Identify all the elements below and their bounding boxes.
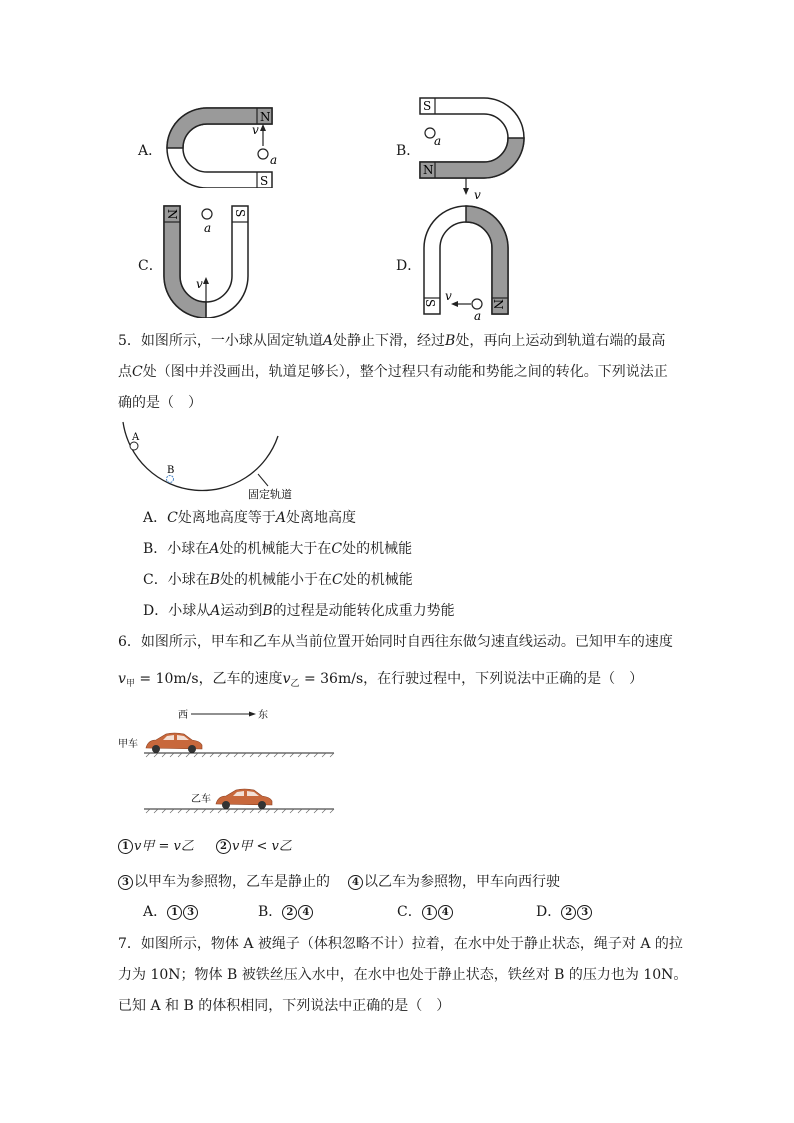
car-jia-label: 甲车 bbox=[118, 739, 138, 750]
track-figure bbox=[118, 418, 318, 506]
option-b-label: B． bbox=[396, 143, 421, 159]
magnet-figure-d bbox=[420, 204, 514, 322]
q7-line-1: 7．如图所示，物体 A 被绳子（体积忽略不计）拉着，在水中处于静止状态，绳子对 A 的拉 bbox=[118, 936, 683, 952]
south-pole-label: S bbox=[423, 99, 432, 113]
north-pole-label: N bbox=[423, 163, 434, 177]
north-pole-label: N bbox=[260, 110, 271, 124]
q5-line-2: 点C处（图中并没画出，轨道足够长），整个过程只有动能和势能之间的转化。下列说法正 bbox=[118, 364, 668, 380]
velocity-label: v bbox=[196, 277, 203, 291]
velocity-label: v bbox=[474, 188, 481, 202]
q5-line-1: 5．如图所示，一小球从固定轨道A处静止下滑，经过B处，再向上运动到轨道右端的最高 bbox=[118, 333, 666, 349]
car-yi bbox=[216, 789, 272, 809]
q6-statement-3: 3 以甲车为参照物，乙车是静止的 bbox=[118, 872, 330, 892]
west-label: 西 bbox=[178, 710, 188, 721]
north-pole-label: N bbox=[491, 299, 505, 310]
south-pole-label: S bbox=[233, 209, 247, 218]
q6-statement-2: 2 v甲 < v乙 bbox=[216, 836, 292, 857]
velocity-label: v bbox=[252, 123, 259, 137]
east-label: 东 bbox=[258, 710, 268, 721]
q5-option-d[interactable]: D．小球从A运动到B的过程是动能转化成重力势能 bbox=[143, 603, 455, 619]
ball-label: a bbox=[270, 153, 278, 167]
magnet-figure-c bbox=[162, 204, 254, 318]
point-a-label: A bbox=[132, 432, 140, 443]
q5-option-b[interactable]: B．小球在A处的机械能大于在C处的机械能 bbox=[143, 541, 413, 557]
magnet-figure-b bbox=[418, 96, 530, 206]
car-jia bbox=[146, 733, 202, 753]
q6-statement-4: 4 以乙车为参照物，甲车向西行驶 bbox=[348, 872, 560, 892]
south-pole-label: S bbox=[260, 174, 269, 188]
option-d-label: D． bbox=[396, 258, 422, 274]
magnet-figure-a bbox=[160, 104, 290, 188]
q6-statement-1: 1 v甲 = v乙 bbox=[118, 836, 194, 857]
track-label: 固定轨道 bbox=[248, 488, 292, 501]
q6-line-2: $v_甲 = 10m/s$，乙车的速度$v_乙 = 36m/s$，在行驶过程中，下列说法中正确的是（ ） bbox=[118, 671, 644, 689]
q6-choice-c[interactable]: C． 1 4 bbox=[397, 902, 454, 922]
north-pole-label: N bbox=[165, 209, 179, 220]
q7-line-2: 力为 10N；物体 B 被铁丝压入水中，在水中也处于静止状态，铁丝对 B 的压力也为 10N。 bbox=[118, 967, 688, 983]
q7-line-3: 已知 A 和 B 的体积相同，下列说法中正确的是（ ） bbox=[118, 998, 451, 1014]
q6-choice-a[interactable]: A． 1 3 bbox=[143, 902, 199, 922]
cars-figure bbox=[116, 704, 340, 816]
ball-label: a bbox=[204, 221, 212, 235]
q5-line-3: 确的是（ ） bbox=[118, 395, 202, 411]
q5-option-c[interactable]: C．小球在B处的机械能小于在C处的机械能 bbox=[143, 572, 413, 588]
ball-label: a bbox=[434, 134, 442, 148]
q6-line-1: 6．如图所示，甲车和乙车从当前位置开始同时自西往东做匀速直线运动。已知甲车的速度 bbox=[118, 634, 673, 650]
q6-choice-b[interactable]: B． 2 4 bbox=[258, 902, 314, 922]
car-yi-label: 乙车 bbox=[191, 794, 211, 805]
q6-choice-d[interactable]: D． 2 3 bbox=[536, 902, 593, 922]
option-a-label: A． bbox=[138, 143, 163, 159]
velocity-label: v bbox=[445, 289, 452, 303]
point-b-label: B bbox=[167, 465, 175, 476]
option-c-label: C． bbox=[138, 258, 163, 274]
ball-label: a bbox=[474, 309, 482, 322]
q5-option-a[interactable]: A．C处离地高度等于A处离地高度 bbox=[143, 510, 356, 526]
south-pole-label: S bbox=[423, 299, 437, 308]
